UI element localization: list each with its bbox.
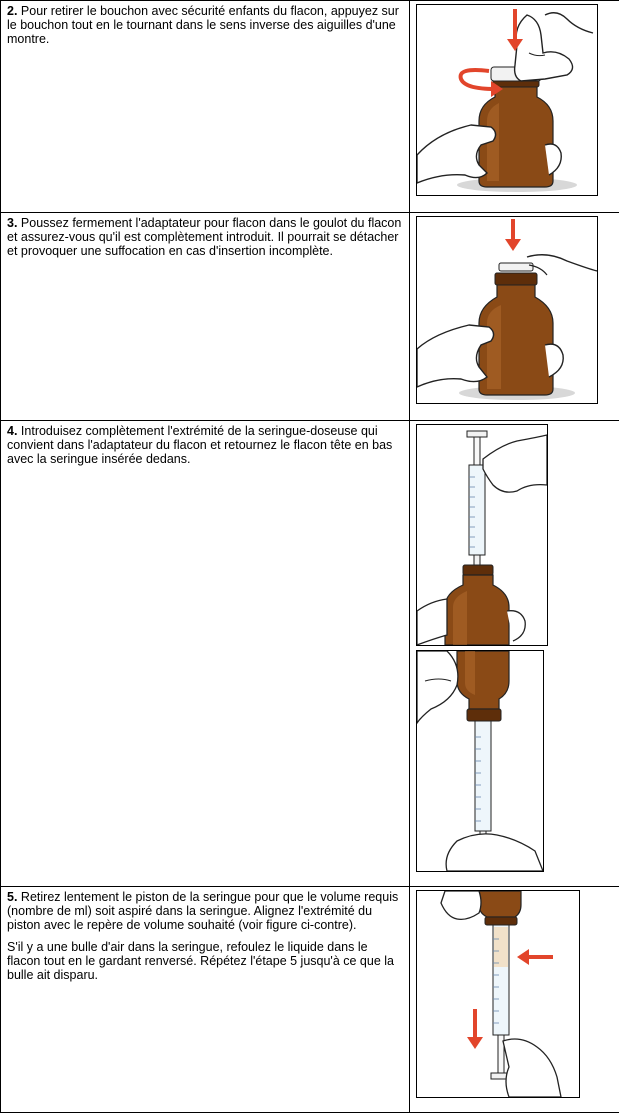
- step-instruction: S'il y a une bulle d'air dans la seringue, refoulez le liquide dans le flacon tout en le gardant renversé. Répétez l'étape 5 jusqu'à ce que la bulle ait disparu.: [7, 940, 394, 982]
- step-picture-cell: [410, 887, 619, 1113]
- step-paragraph: [7, 424, 403, 466]
- step-instruction: Poussez fermement l'adaptateur pour flacon dans le goulot du flacon et assurez-vous qu'il est complètement introduit. Il pourrait se détacher et provoquer une suffocation en cas d'insertion incomplète.: [7, 216, 402, 258]
- step-text-cell: [1, 1, 410, 213]
- step-paragraph: [7, 940, 403, 982]
- step-instruction: Introduisez complètement l'extrémité de la seringue-doseuse qui convient dans l'adaptateur du flacon et retournez le flacon tête en bas avec la seringue insérée dedans.: [7, 424, 393, 466]
- step-row-3: [1, 213, 619, 421]
- bottle-cap-removal-illustration: [416, 4, 598, 196]
- step-picture-cell: [410, 1, 619, 213]
- step-text-cell: [1, 421, 410, 887]
- step-instruction: Retirez lentement le piston de la seringue pour que le volume requis (nombre de ml) soit aspiré dans la seringue. Alignez l'extrémité du piston avec le repère de volume souhaité (voir figure ci-contre).: [7, 890, 399, 932]
- step-picture-cell: [410, 213, 619, 421]
- syringe-filling-illustration: [416, 890, 580, 1098]
- step-paragraph: [7, 890, 403, 932]
- step-paragraph: [7, 4, 403, 46]
- step-row-4: [1, 421, 619, 887]
- step-text-cell: [1, 887, 410, 1113]
- step-text-cell: [1, 213, 410, 421]
- bottle-inverted-illustration: [416, 650, 544, 872]
- syringe-insertion-illustration: [416, 424, 548, 646]
- step-row-2: [1, 1, 619, 213]
- step-number: 2.: [7, 4, 18, 18]
- bottle-adapter-insertion-illustration: [416, 216, 598, 404]
- step-picture-cell: [410, 421, 619, 887]
- step-number: 5.: [7, 890, 18, 904]
- step-paragraph: [7, 216, 403, 258]
- step-instruction: Pour retirer le bouchon avec sécurité enfants du flacon, appuyez sur le bouchon tout en le tournant dans le sens inverse des aiguilles d'une montre.: [7, 4, 399, 46]
- step-number: 3.: [7, 216, 18, 230]
- step-row-5: [1, 887, 619, 1113]
- step-number: 4.: [7, 424, 18, 438]
